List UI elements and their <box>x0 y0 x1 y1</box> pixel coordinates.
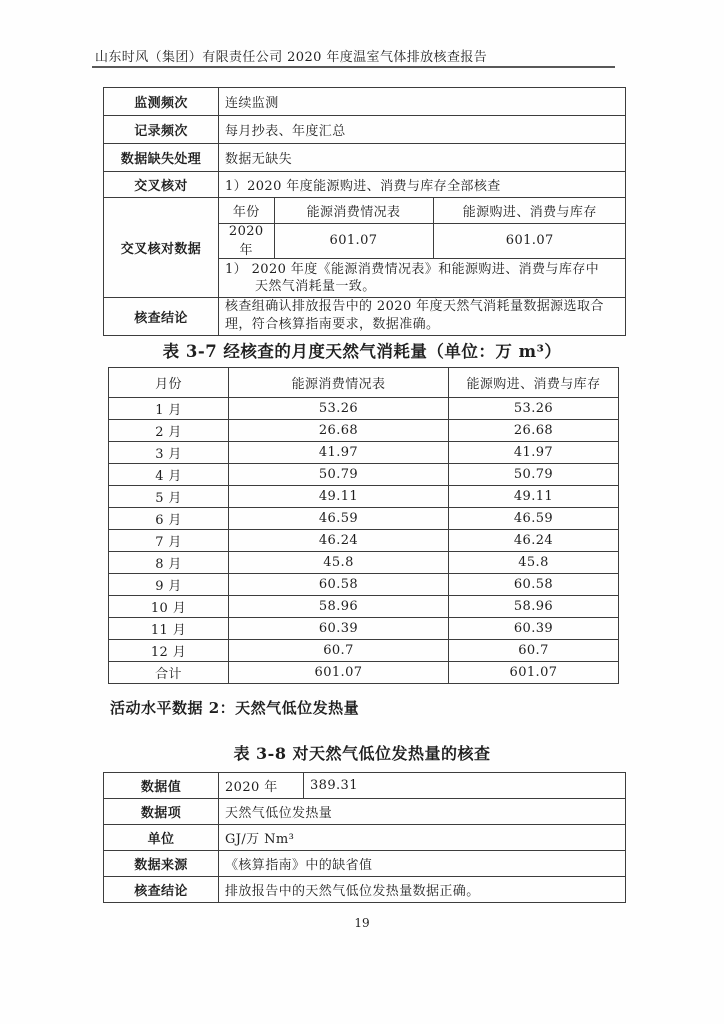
row-value: 《核算指南》中的缺省值 <box>219 851 626 877</box>
column-header: 能源消费情况表 <box>229 368 449 398</box>
row-label: 核查结论 <box>104 297 219 335</box>
value-cell: 60.7 <box>449 640 619 662</box>
note-line-2: 天然气消耗量一致。 <box>255 278 376 294</box>
table-row-total <box>109 662 619 684</box>
column-header: 年份 <box>219 198 274 223</box>
table-row <box>104 773 626 799</box>
row-value: 天然气低位发热量 <box>219 799 626 825</box>
value-cell: 46.24 <box>449 530 619 552</box>
column-header: 能源购进、消费与库存 <box>449 368 619 398</box>
row-value <box>219 297 626 335</box>
value-cell: 46.24 <box>229 530 449 552</box>
table-row-cross-check <box>104 198 626 298</box>
month-cell: 5 月 <box>109 486 229 508</box>
value-cell: 49.11 <box>449 486 619 508</box>
table-row <box>109 596 619 618</box>
page-header-title: 山东时风（集团）有限责任公司 2020 年度温室气体排放核查报告 <box>95 50 488 65</box>
table-row <box>109 574 619 596</box>
table-row <box>109 420 619 442</box>
table-row <box>109 552 619 574</box>
table-row <box>104 297 626 335</box>
table-row <box>104 877 626 903</box>
table-row <box>104 144 626 172</box>
total-label: 合计 <box>109 662 229 684</box>
row-label: 核查结论 <box>104 877 219 903</box>
row-value: 每月抄表、年度汇总 <box>219 116 626 144</box>
row-label: 交叉核对 <box>104 172 219 198</box>
table-3-8-title: 表 3-8 对天然气低位发热量的核查 <box>233 744 491 763</box>
month-cell: 1 月 <box>109 398 229 420</box>
value-cell: 41.97 <box>229 442 449 464</box>
row-label: 单位 <box>104 825 219 851</box>
row-value: 数据无缺失 <box>219 144 626 172</box>
table-row <box>109 486 619 508</box>
table-row <box>104 851 626 877</box>
month-cell: 6 月 <box>109 508 229 530</box>
value-cell: 50.79 <box>449 464 619 486</box>
table-row <box>219 258 626 297</box>
month-cell: 12 月 <box>109 640 229 662</box>
row-value: 连续监测 <box>219 88 626 116</box>
value-cell: 58.96 <box>229 596 449 618</box>
month-cell: 3 月 <box>109 442 229 464</box>
verification-table <box>103 87 626 336</box>
row-label: 交叉核对数据 <box>104 198 219 298</box>
month-cell: 10 月 <box>109 596 229 618</box>
year-cell: 2020 年 <box>219 773 304 799</box>
value-cell: 49.11 <box>229 486 449 508</box>
value-cell: 53.26 <box>229 398 449 420</box>
table-row <box>109 508 619 530</box>
value-cell: 60.39 <box>229 618 449 640</box>
table-row <box>219 223 626 258</box>
total-value: 601.07 <box>229 662 449 684</box>
value-cell: 45.8 <box>229 552 449 574</box>
row-label: 数据来源 <box>104 851 219 877</box>
table-row <box>104 116 626 144</box>
cross-check-note <box>219 258 626 297</box>
month-cell: 7 月 <box>109 530 229 552</box>
value-cell: 601.07 <box>274 223 433 258</box>
month-cell: 2 月 <box>109 420 229 442</box>
value-cell: 60.39 <box>449 618 619 640</box>
note-line-1: 1） 2020 年度《能源消费情况表》和能源购进、消费与库存中 <box>225 261 600 277</box>
table-row <box>104 825 626 851</box>
row-label: 记录频次 <box>104 116 219 144</box>
row-label: 数据项 <box>104 799 219 825</box>
column-header: 能源购进、消费与库存 <box>433 198 626 223</box>
value-cell: 60.7 <box>229 640 449 662</box>
value-cell: 53.26 <box>449 398 619 420</box>
total-value: 601.07 <box>449 662 619 684</box>
value-cell: 26.68 <box>229 420 449 442</box>
value-cell: 389.31 <box>304 773 626 799</box>
cross-check-subtable <box>219 198 626 297</box>
table-row <box>219 198 626 223</box>
value-cell: 60.58 <box>449 574 619 596</box>
monthly-consumption-table <box>108 367 619 684</box>
table-row <box>109 442 619 464</box>
month-cell: 8 月 <box>109 552 229 574</box>
table-header-row <box>109 368 619 398</box>
value-cell: 60.58 <box>229 574 449 596</box>
value-cell: 50.79 <box>229 464 449 486</box>
header-rule <box>92 66 615 68</box>
row-label: 监测频次 <box>104 88 219 116</box>
table-row <box>109 398 619 420</box>
year-cell: 2020 年 <box>219 223 274 258</box>
month-cell: 11 月 <box>109 618 229 640</box>
column-header: 能源消费情况表 <box>274 198 433 223</box>
row-label: 数据缺失处理 <box>104 144 219 172</box>
table-row <box>104 172 626 198</box>
value-cell: 45.8 <box>449 552 619 574</box>
value-cell: 58.96 <box>449 596 619 618</box>
conclusion-text: 核查组确认排放报告中的 2020 年度天然气消耗量数据源选取合理，符合核算指南要求，数据准确。 <box>225 299 604 332</box>
value-cell: 41.97 <box>449 442 619 464</box>
row-value: 1）2020 年度能源购进、消费与库存全部核查 <box>219 172 626 198</box>
section-heading-activity-data-2: 活动水平数据 2：天然气低位发热量 <box>110 699 360 717</box>
value-cell: 46.59 <box>229 508 449 530</box>
table-row <box>104 799 626 825</box>
value-cell: 26.68 <box>449 420 619 442</box>
row-value: 排放报告中的天然气低位发热量数据正确。 <box>219 877 626 903</box>
value-cell: 601.07 <box>433 223 626 258</box>
table-row <box>109 618 619 640</box>
cross-check-data-cell <box>219 198 626 298</box>
table-row <box>109 530 619 552</box>
value-cell: 46.59 <box>449 508 619 530</box>
month-cell: 9 月 <box>109 574 229 596</box>
table-row <box>109 464 619 486</box>
table-row <box>104 88 626 116</box>
page-number: 19 <box>354 916 370 930</box>
row-value: GJ/万 Nm³ <box>219 825 626 851</box>
month-cell: 4 月 <box>109 464 229 486</box>
table-3-7-title: 表 3-7 经核查的月度天然气消耗量（单位：万 m³） <box>162 342 562 361</box>
table-row <box>109 640 619 662</box>
row-label: 数据值 <box>104 773 219 799</box>
heating-value-table <box>103 772 626 903</box>
column-header: 月份 <box>109 368 229 398</box>
